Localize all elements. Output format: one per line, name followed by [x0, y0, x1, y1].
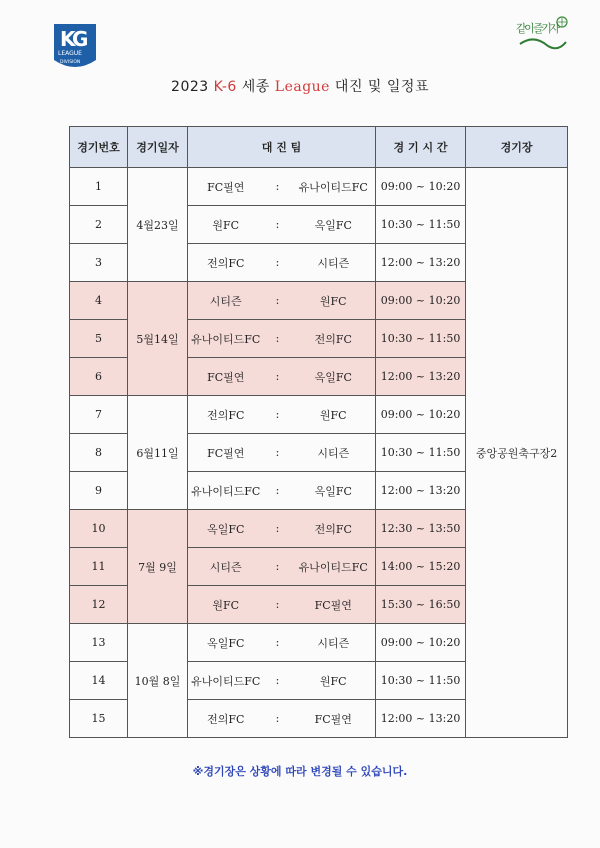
home-team: 시티즌	[188, 282, 264, 320]
home-team: 원FC	[188, 586, 264, 624]
game-time: 12:00 ~ 13:20	[376, 472, 466, 510]
game-time: 12:00 ~ 13:20	[376, 244, 466, 282]
versus-separator: :	[264, 434, 292, 472]
game-time: 12:00 ~ 13:20	[376, 358, 466, 396]
away-team: 시티즌	[292, 434, 376, 472]
header-match: 대 진 팀	[188, 127, 376, 168]
game-time: 14:00 ~ 15:20	[376, 548, 466, 586]
away-team: 시티즌	[292, 244, 376, 282]
game-date: 4월23일	[128, 168, 188, 282]
game-date: 5월14일	[128, 282, 188, 396]
away-team: FC필연	[292, 700, 376, 738]
game-time: 09:00 ~ 10:20	[376, 168, 466, 206]
game-time: 09:00 ~ 10:20	[376, 282, 466, 320]
versus-separator: :	[264, 206, 292, 244]
k-league-logo	[52, 22, 98, 70]
home-team: 옥일FC	[188, 510, 264, 548]
game-time: 10:30 ~ 11:50	[376, 434, 466, 472]
logo-sub2: DIVISION	[60, 60, 81, 65]
game-number: 2	[70, 206, 128, 244]
game-time: 10:30 ~ 11:50	[376, 662, 466, 700]
game-number: 7	[70, 396, 128, 434]
versus-separator: :	[264, 624, 292, 662]
home-team: FC필연	[188, 358, 264, 396]
slogan-logo	[514, 12, 570, 56]
versus-separator: :	[264, 472, 292, 510]
svg-text:G: G	[72, 27, 89, 51]
header-time: 경 기 시 간	[376, 127, 466, 168]
game-number: 15	[70, 700, 128, 738]
home-team: 시티즌	[188, 548, 264, 586]
game-number: 9	[70, 472, 128, 510]
table-row	[70, 168, 568, 206]
home-team: FC필연	[188, 168, 264, 206]
venue-cell: 중앙공원축구장2	[466, 168, 568, 738]
game-number: 6	[70, 358, 128, 396]
away-team: 유나이티드FC	[292, 548, 376, 586]
header-date: 경기일자	[128, 127, 188, 168]
versus-separator: :	[264, 510, 292, 548]
away-team: 원FC	[292, 662, 376, 700]
venue-change-note: ※경기장은 상황에 따라 변경될 수 있습니다.	[192, 765, 408, 778]
game-number: 8	[70, 434, 128, 472]
versus-separator: :	[264, 586, 292, 624]
versus-separator: :	[264, 320, 292, 358]
page-title: 2023 K-6 세종 League 대진 및 일정표	[171, 79, 429, 95]
game-time: 10:30 ~ 11:50	[376, 206, 466, 244]
away-team: 원FC	[292, 282, 376, 320]
game-number: 4	[70, 282, 128, 320]
game-time: 12:30 ~ 13:50	[376, 510, 466, 548]
versus-separator: :	[264, 168, 292, 206]
home-team: 유나이티드FC	[188, 662, 264, 700]
home-team: 원FC	[188, 206, 264, 244]
home-team: 유나이티드FC	[188, 472, 264, 510]
logo-letter: K	[60, 27, 76, 51]
game-date: 6월11일	[128, 396, 188, 510]
versus-separator: :	[264, 662, 292, 700]
home-team: FC필연	[188, 434, 264, 472]
game-number: 5	[70, 320, 128, 358]
versus-separator: :	[264, 282, 292, 320]
away-team: 유나이티드FC	[292, 168, 376, 206]
versus-separator: :	[264, 700, 292, 738]
header-venue: 경기장	[466, 127, 568, 168]
versus-separator: :	[264, 244, 292, 282]
away-team: 옥일FC	[292, 472, 376, 510]
game-date: 10월 8일	[128, 624, 188, 738]
game-number: 13	[70, 624, 128, 662]
away-team: 원FC	[292, 396, 376, 434]
home-team: 옥일FC	[188, 624, 264, 662]
game-time: 09:00 ~ 10:20	[376, 624, 466, 662]
home-team: 전의FC	[188, 396, 264, 434]
away-team: 옥일FC	[292, 206, 376, 244]
away-team: FC필연	[292, 586, 376, 624]
away-team: 전의FC	[292, 510, 376, 548]
home-team: 유나이티드FC	[188, 320, 264, 358]
game-number: 12	[70, 586, 128, 624]
slogan-text: 같이 즐기자	[516, 22, 560, 35]
game-time: 12:00 ~ 13:20	[376, 700, 466, 738]
away-team: 전의FC	[292, 320, 376, 358]
versus-separator: :	[264, 358, 292, 396]
game-number: 1	[70, 168, 128, 206]
versus-separator: :	[264, 548, 292, 586]
versus-separator: :	[264, 396, 292, 434]
game-time: 10:30 ~ 11:50	[376, 320, 466, 358]
game-number: 3	[70, 244, 128, 282]
home-team: 전의FC	[188, 244, 264, 282]
header-num: 경기번호	[70, 127, 128, 168]
game-time: 09:00 ~ 10:20	[376, 396, 466, 434]
game-date: 7월 9일	[128, 510, 188, 624]
away-team: 시티즌	[292, 624, 376, 662]
game-number: 14	[70, 662, 128, 700]
away-team: 옥일FC	[292, 358, 376, 396]
game-time: 15:30 ~ 16:50	[376, 586, 466, 624]
home-team: 전의FC	[188, 700, 264, 738]
schedule-table	[69, 126, 568, 738]
game-number: 10	[70, 510, 128, 548]
logo-sub1: LEAGUE	[58, 50, 82, 57]
game-number: 11	[70, 548, 128, 586]
